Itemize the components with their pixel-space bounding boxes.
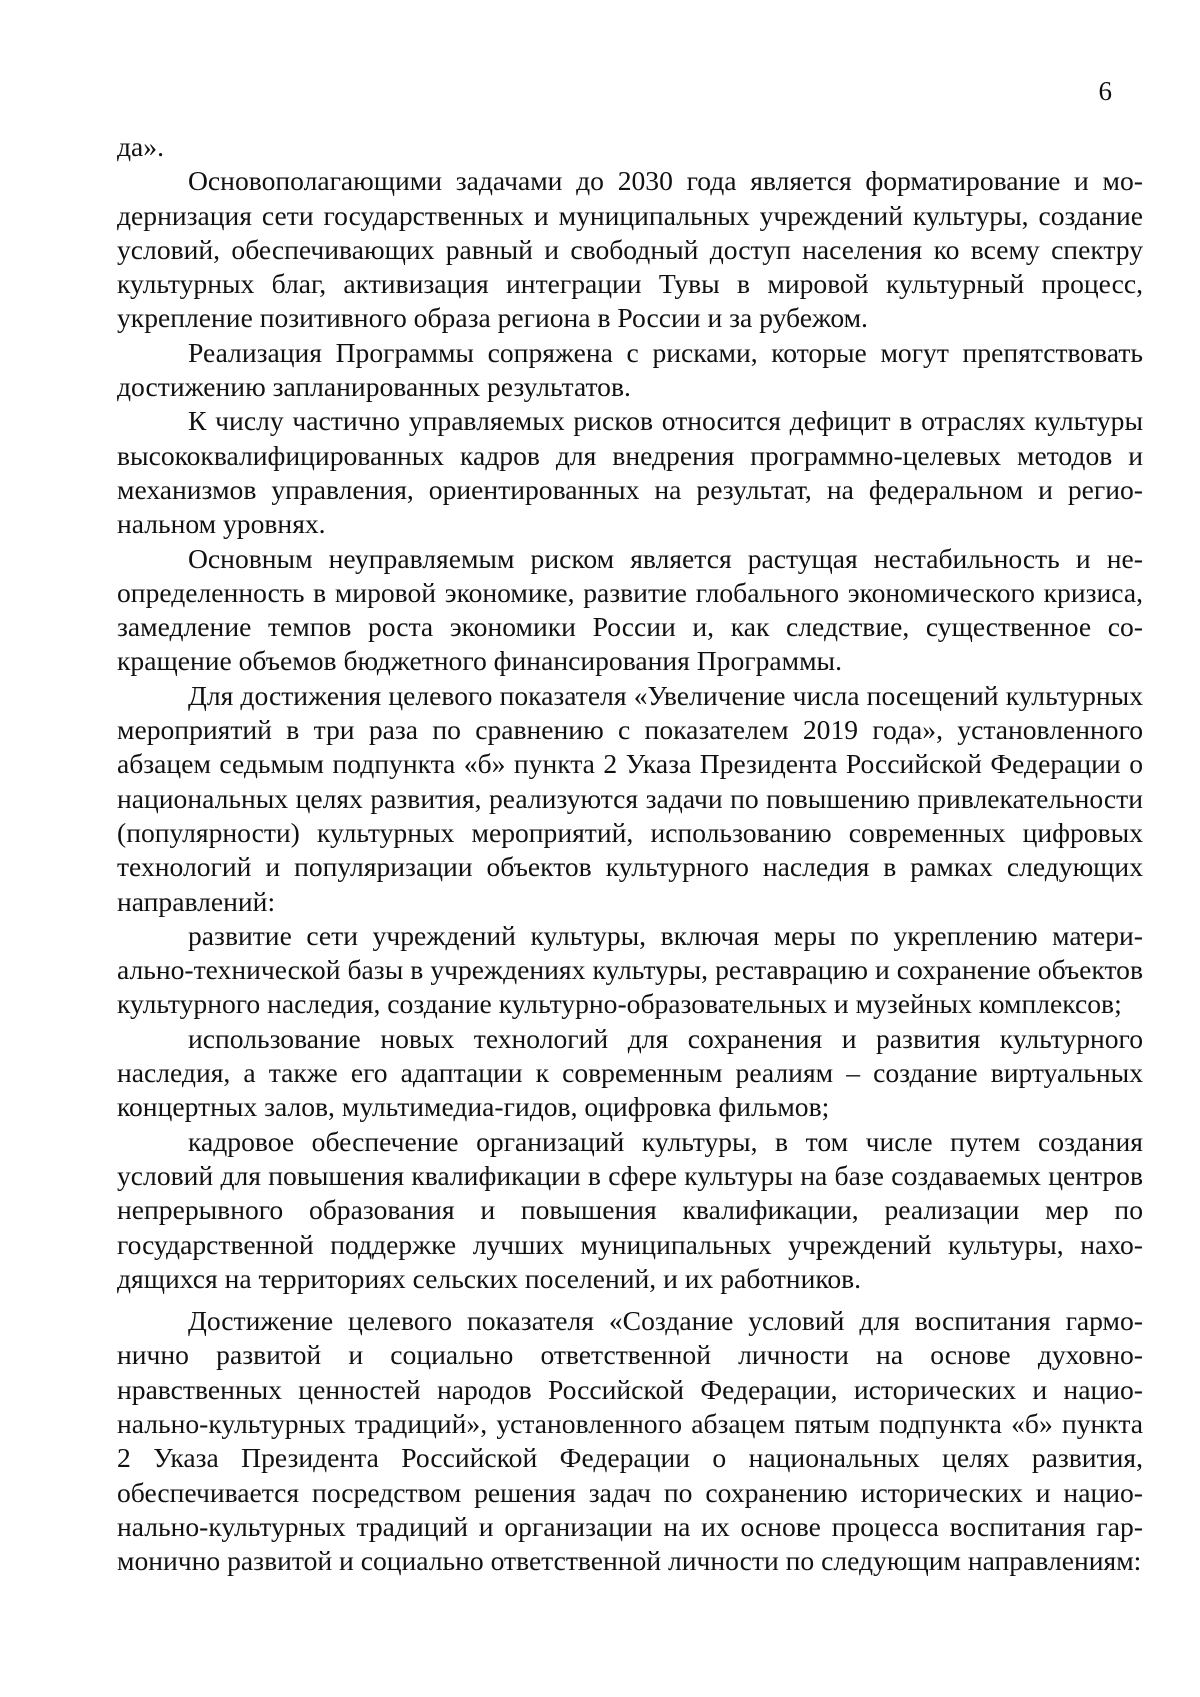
list-item-staffing: кадровое обеспечение организаций культуры, в том числе путем создания условий для повышения квалификации в сфере культуры на базе создаваемых центров непрерывного образования и повышения квалификации, реализации мер по государственной поддержке лучших муниципальных учреждений культуры, находящихся на территориях сельских поселений, и их работников. xyxy=(117,1125,1143,1294)
page-number: 6 xyxy=(1098,76,1112,106)
paragraph-target-personality: Достижение целевого показателя «Создание условий для воспитания гармонично развитой и социально ответственной личности на основе духовно-нравственных ценностей народов Российской Федерации, исторических и национально-культурных традиций», установленного абзацем пятым подпункта «б» пункта 2 Указа Президента Российской Федерации о национальных целях развития, обеспечивается посредством решения задач по сохранению исторических и национально-культурных традиций и организации на их основе процесса воспитания гармонично развитой и социально ответственной личности по следующим направлениям: xyxy=(117,1305,1143,1577)
paragraph-program-risks: Реализация Программы сопряжена с рисками, которые могут препятствовать достижению запланированных результатов. xyxy=(117,336,1143,403)
paragraph-target-visits: Для достижения целевого показателя «Увеличение числа посещений культурных мероприятий в три раза по сравнению с показателем 2019 года», установленного абзацем седьмым подпункта «б» пункта 2 Указа Президента Российской Федерации о национальных целях развития, реализуются задачи по повышению привлекательности (популярности) культурных мероприятий, использованию современных цифровых технологий и популяризации объектов культурного наследия в рамках следующих направлений: xyxy=(117,679,1143,917)
paragraph-continuation: да». xyxy=(117,131,164,162)
list-item-network-development: развитие сети учреждений культуры, включая меры по укреплению материально-технической базы в учреждениях культуры, реставрацию и сохранение объектов культурного наследия, создание культурно-образовательных и музейных комплексов; xyxy=(117,919,1143,1020)
paragraph-key-tasks-2030: Основополагающими задачами до 2030 года является форматирование и модернизация сети государственных и муниципальных учреждений культуры, создание условий, обеспечивающих равный и свободный доступ населения ко всему спектру культурных благ, активизация интеграции Тувы в мировой культурный процесс, укрепление позитивного образа региона в России и за рубежом. xyxy=(117,165,1143,334)
list-item-new-technologies: использование новых технологий для сохранения и развития культурного наследия, а также его адаптации к современным реалиям – создание виртуальных концертных залов, мультимедиа-гидов, оцифровка фильмов; xyxy=(117,1022,1143,1123)
document-body xyxy=(117,130,1143,1578)
paragraph-unmanaged-risk: Основным неуправляемым риском является растущая нестабильность и неопределенность в мировой экономике, развитие глобального экономического кризиса, замедление темпов роста экономики России и, как следствие, существенное сокращение объемов бюджетного финансирования Программы. xyxy=(117,542,1143,677)
paragraph-partially-managed-risks: К числу частично управляемых рисков относится дефицит в отраслях культуры высококвалифицированных кадров для внедрения программно-целевых методов и механизмов управления, ориентированных на результат, на федеральном и региональном уровнях. xyxy=(117,405,1143,540)
